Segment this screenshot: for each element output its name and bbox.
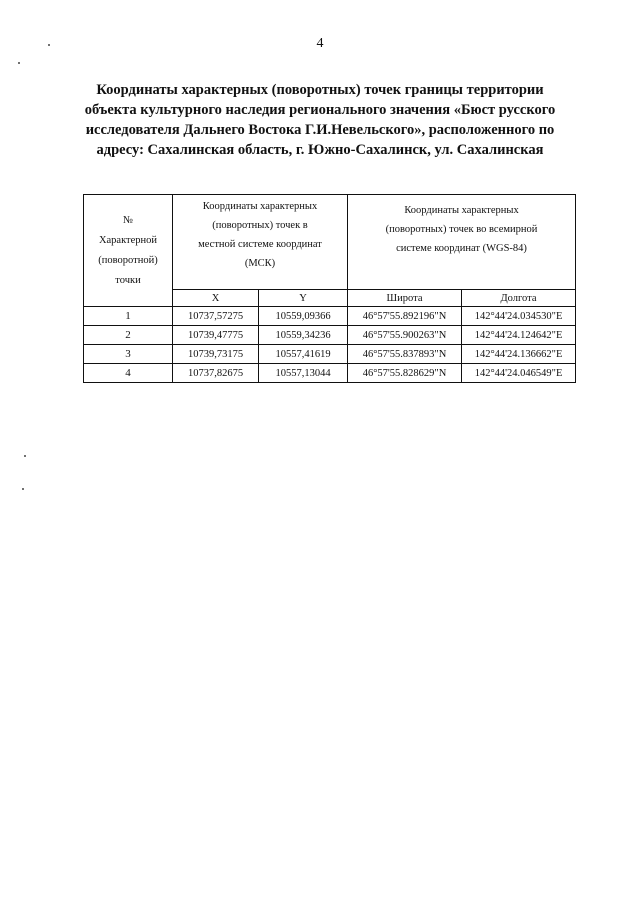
cell-y: 10559,34236 [259,326,348,345]
cell-x: 10739,47775 [173,326,259,345]
cell-longitude: 142°44'24.046549"E [462,364,576,383]
title-line: исследователя Дальнего Востока Г.И.Невельского», расположенного по [85,122,555,138]
header-line: Координаты характерных [404,205,519,216]
document-title [70,80,570,160]
cell-latitude: 46°57'55.828629"N [348,364,462,383]
cell-y: 10559,09366 [259,307,348,326]
scan-speck [22,488,24,490]
cell-longitude: 142°44'24.136662"E [462,345,576,364]
cell-y: 10557,41619 [259,345,348,364]
header-line: местной системе координат [198,239,322,250]
cell-point-number: 2 [84,326,173,345]
cell-point-number: 3 [84,345,173,364]
header-line: № [122,214,134,226]
subheader-longitude: Долгота [462,290,576,307]
subheader-y: Y [259,290,348,307]
cell-latitude: 46°57'55.837893"N [348,345,462,364]
header-line: точки [115,274,141,286]
table-row [84,345,576,364]
cell-longitude: 142°44'24.124642"E [462,326,576,345]
cell-latitude: 46°57'55.900263"N [348,326,462,345]
scan-speck [24,455,26,457]
header-line: Характерной [98,234,158,246]
header-line: Координаты характерных [202,201,318,212]
table-row [84,326,576,345]
header-point-number [84,195,173,307]
cell-x: 10739,73175 [173,345,259,364]
cell-x: 10737,82675 [173,364,259,383]
subheader-x: X [173,290,259,307]
table-row [84,307,576,326]
title-line: объекта культурного наследия регионального значения «Бюст русского [84,102,556,118]
header-line: (МСК) [244,258,276,269]
table-row [84,364,576,383]
cell-longitude: 142°44'24.034530"E [462,307,576,326]
coordinates-table [83,194,576,383]
header-line: системе координат (WGS-84) [396,243,527,254]
header-line: (поворотных) точек в [212,220,308,231]
title-line: Координаты характерных (поворотных) точек границы территории [96,82,544,98]
cell-point-number: 4 [84,364,173,383]
header-line: (поворотной) [98,254,158,266]
page-number: 4 [316,36,324,51]
cell-latitude: 46°57'55.892196"N [348,307,462,326]
cell-x: 10737,57275 [173,307,259,326]
header-line: (поворотных) точек во всемирной [385,224,538,235]
scan-speck [18,62,20,64]
scan-speck [48,44,50,46]
title-line: адресу: Сахалинская область, г. Южно-Сахалинск, ул. Сахалинская [96,142,544,158]
cell-point-number: 1 [84,307,173,326]
subheader-latitude: Широта [348,290,462,307]
header-wgs-coordinates [348,195,576,290]
header-local-coordinates [173,195,348,290]
cell-y: 10557,13044 [259,364,348,383]
table-header-row [84,195,576,290]
